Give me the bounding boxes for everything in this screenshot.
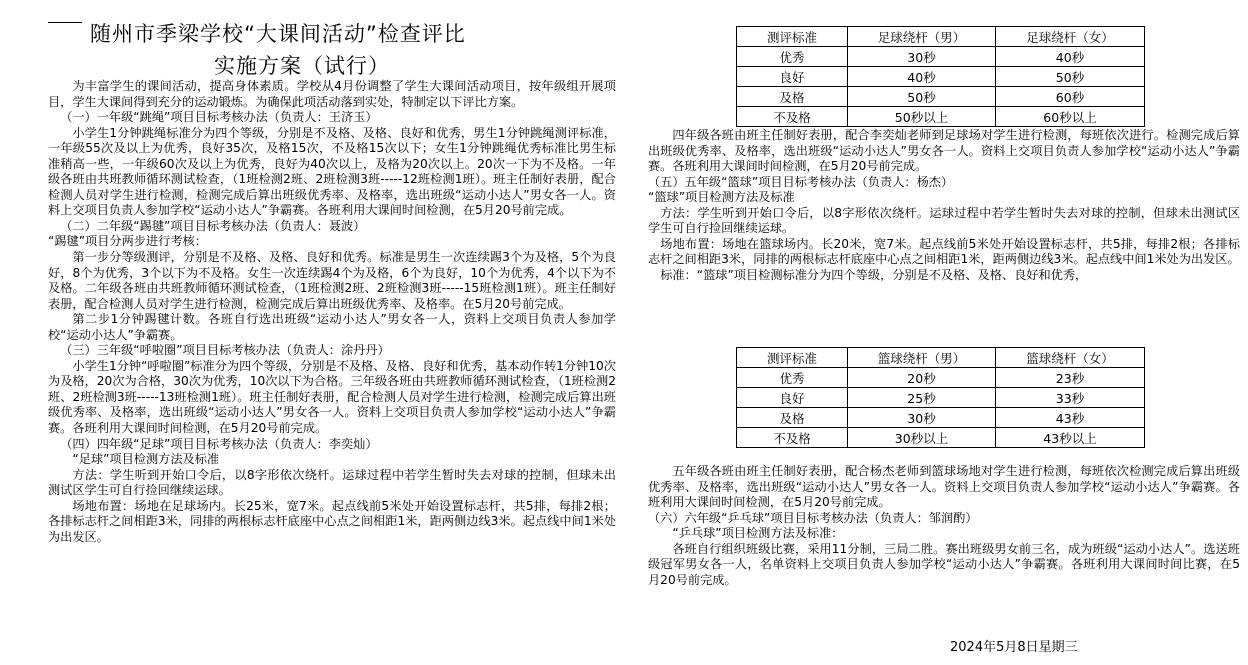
table-cell: 不及格 <box>737 107 848 127</box>
right-text-block-2 <box>648 464 1240 588</box>
paragraph: 场地布置：场地在足球场内。长25米，宽7米。起点线前5米处开始设置标志杆，共5排，每排2根；各排标志杆之间相距3米，同排的两根标志杆底座中心点之间相距1米，距两侧边线3米。起点线中间1米处为出发区。 <box>48 498 616 544</box>
paragraph: 小学生1分钟“呼啦圈”标准分为四个等级，分别是不及格、及格、良好和优秀，基本动作转1分钟10次为及格，20次为合格，30次为优秀，10次以下为合格。三年级各班由共班教师循环测试检查，（1班检测2班、2班检测3班-----13班检测1班）。班主任制好表册，配合检测人员对学生进行检测，检测完成后算出班级优秀率、及格率，选出班级“运动小达人”男女各一人。资料上交项目负责人参加学校“运动小达人”争霸赛。各班利用大课间时间检测，在5月20号前完成。 <box>48 358 616 436</box>
document-date: 2024年5月8日星期三 <box>950 640 1078 655</box>
table-cell: 60秒以上 <box>996 107 1145 127</box>
paragraph: （五）五年级“篮球”项目目标考核办法（负责人：杨杰） <box>648 174 954 189</box>
football-standards-table <box>736 26 1145 127</box>
table-cell: 及格 <box>737 87 848 107</box>
table-cell: 50秒 <box>996 67 1145 87</box>
table-cell: 足球绕杆（男） <box>848 27 996 47</box>
table-cell: 30秒以上 <box>848 428 996 448</box>
page-subtitle: 实施方案（试行） <box>214 54 390 78</box>
table-cell: 篮球绕杆（女） <box>996 348 1145 368</box>
paragraph: （三）三年级“呼啦圈”项目目标考核办法（负责人：涂丹丹） <box>60 343 390 358</box>
paragraph: “踢毽”项目分两步进行考核： <box>48 234 207 249</box>
table-header-row <box>737 348 1145 368</box>
table-cell: 20秒 <box>848 368 996 388</box>
paragraph: 方法：学生听到开始口令后，以8字形依次绕杆。运球过程中若学生暂时失去对球的控制，但球未出测试区学生可自行捡回继续运球。 <box>48 467 616 498</box>
page-title: 随州市季梁学校“大课间活动”检查评比 <box>90 22 466 46</box>
paragraph: 四年级各班由班主任制好表册，配合李奕灿老师到足球场对学生进行检测，每班依次进行。检测完成后算出班级优秀率、及格率，选出班级“运动小达人”男女各一人。资料上交项目负责人参加学校“运动小达人”争霸赛。各班利用大课间时间检测，在5月20号前完成。 <box>648 128 1240 174</box>
table-row <box>737 388 1145 408</box>
table-cell: 43秒 <box>996 408 1145 428</box>
paragraph: 第一步分等级测评，分别是不及格、及格、良好和优秀。标准是男生一次连续踢3个为及格，5个为良好，8个为优秀，3个以下为不及格。女生一次连续踢4个为及格，6个为良好，10个为优秀，4个以下为不及格。二年级各班由共班教师循环测试检查，（1班检测2班、2班检测3班-----15班检测1班）。班主任制好表册，配合检测人员对学生进行检测，检测完成后算出班级优秀率、及格率。在5月20号前完成。 <box>48 250 616 311</box>
table-cell: 40秒 <box>848 67 996 87</box>
table-cell: 篮球绕杆（男） <box>848 348 996 368</box>
table-row <box>737 107 1145 127</box>
table-cell: 43秒以上 <box>996 428 1145 448</box>
table-cell: 不及格 <box>737 428 848 448</box>
table-row <box>737 408 1145 428</box>
table-cell: 优秀 <box>737 47 848 67</box>
table-cell: 50秒 <box>848 87 996 107</box>
table-row <box>737 67 1145 87</box>
table-cell: 60秒 <box>996 87 1145 107</box>
left-text-body <box>48 79 616 545</box>
table-row <box>737 368 1145 388</box>
table-row <box>737 47 1145 67</box>
table-cell: 足球绕杆（女） <box>996 27 1145 47</box>
table-cell: 23秒 <box>996 368 1145 388</box>
table-cell: 30秒 <box>848 408 996 428</box>
table-cell: 50秒以上 <box>848 107 996 127</box>
table-cell: 30秒 <box>848 47 996 67</box>
table-cell: 优秀 <box>737 368 848 388</box>
table-row <box>737 428 1145 448</box>
paragraph: （四）四年级“足球”项目目标考核办法（负责人：李奕灿） <box>60 436 378 451</box>
paragraph: （一）一年级“跳绳”项目目标考核办法（负责人：王济玉） <box>60 110 378 125</box>
paragraph: 小学生1分钟跳绳标准分为四个等级，分别是不及格、及格、良好和优秀，男生1分钟跳绳测评标准，一年级55次及以上为优秀，良好35次，及格15次，不及格15次以下；女生1分钟跳绳优秀标准比男生标准稍高一些，一年级60次及以上为优秀，良好为40次以上，及格为20次以上。20次一下为不及格。一年级各班由共班教师循环测试检查，（1班检测2班、2班检测3班-----12班检测1班）。班主任制好表册，配合检测人员对学生进行检测，检测完成后算出班级优秀率、及格率，选出班级“运动小达人”男女各一人。资料上交项目负责人参加学校“运动小达人”争霸赛。各班利用大课间时间检测，在5月20号前完成。 <box>48 125 616 218</box>
paragraph: 各班自行组织班级比赛，采用11分制，三局二胜。赛出班级男女前三名，成为班级“运动小达人”。选送班级冠军男女各一人，名单资料上交项目负责人参加学校“运动小达人”争霸赛。各班利用大课间时间比赛，在5月20号前完成。 <box>648 541 1240 587</box>
table-cell: 及格 <box>737 408 848 428</box>
paragraph: 场地布置：场地在篮球场内。长20米，宽7米。起点线前5米处开始设置标志杆，共5排，每排2根；各排标志杆之间相距3米，同排的两根标志杆底座中心点之间相距1米，距两侧边线3米。起点线中间1米处为出发区。 <box>648 236 1240 267</box>
table-cell: 33秒 <box>996 388 1145 408</box>
table-cell: 测评标准 <box>737 348 848 368</box>
right-text-block-1 <box>648 128 1240 283</box>
paragraph: （二）二年级“踢毽”项目目标考核办法（负责人：聂波） <box>60 218 366 233</box>
table-row <box>737 87 1145 107</box>
paragraph: 为丰富学生的课间活动，提高身体素质。学校从4月份调整了学生大课间活动项目，按年级组开展项目，学生大课间得到充分的运动锻炼。为确保此项活动落到实处，特制定以下评比方案。 <box>48 79 616 109</box>
table-cell: 25秒 <box>848 388 996 408</box>
table-header-row <box>737 27 1145 47</box>
paragraph: “足球”项目检测方法及标准 <box>72 452 220 467</box>
paragraph: 五年级各班由班主任制好表册，配合杨杰老师到篮球场地对学生进行检测，每班依次检测完成后算出班级优秀率、及格率，选出班级“运动小达人”男女各一人。资料上交项目负责人参加学校“运动小达人”争霸赛。各班利用大课间时间检测，在5月20号前完成。 <box>648 464 1240 510</box>
paragraph: 标准：“篮球”项目检测标准分为四个等级，分别是不及格、及格、良好和优秀， <box>660 267 1088 282</box>
table-cell: 良好 <box>737 67 848 87</box>
table-cell: 测评标准 <box>737 27 848 47</box>
table-cell: 良好 <box>737 388 848 408</box>
paragraph: 第二步1分钟踢毽计数。各班自行选出班级“运动小达人”男女各一人，资料上交项目负责人参加学校“运动小达人”争霸赛。 <box>48 312 616 342</box>
paragraph: 方法：学生听到开始口令后，以8字形依次绕杆。运球过程中若学生暂时失去对球的控制，但球未出测试区学生可自行捡回继续运球。 <box>648 205 1240 236</box>
title-rule <box>48 22 82 23</box>
paragraph: “篮球”项目检测方法及标准 <box>648 190 795 205</box>
table-cell: 40秒 <box>996 47 1145 67</box>
basketball-standards-table <box>736 347 1145 448</box>
paragraph: “乒乓球”项目检测方法及标准： <box>672 526 844 541</box>
paragraph: （六）六年级“乒乓球”项目目标考核办法（负责人：邹润酌） <box>648 510 978 525</box>
